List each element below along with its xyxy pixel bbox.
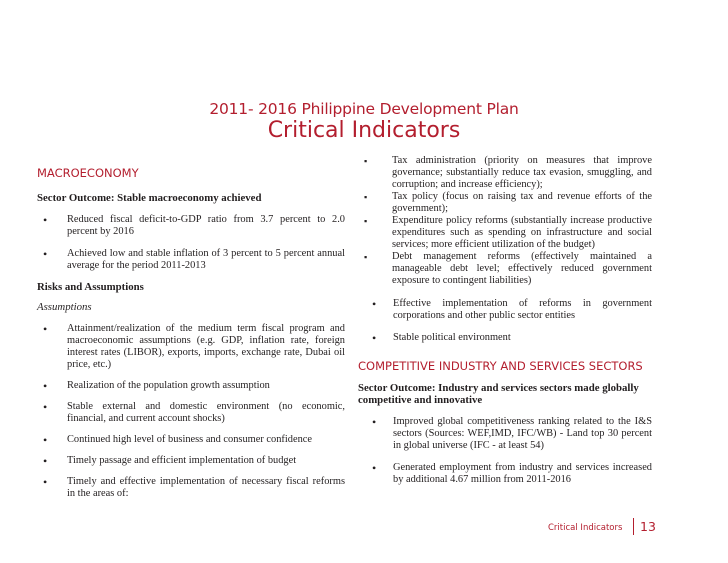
right-column xyxy=(358,155,652,486)
more-assumptions-list xyxy=(358,298,652,344)
risks-heading: Risks and Assumptions xyxy=(37,281,144,293)
assumptions-heading: Assumptions xyxy=(37,301,92,313)
sector-outcome-macroeconomy: Sector Outcome: Stable macroeconomy achieved xyxy=(37,192,262,204)
list-item: • Generated employment from industry and services increased by additional 4.67 million from 2011-2016 xyxy=(372,461,652,485)
bullet-icon: • xyxy=(372,297,377,311)
bullet-icon: • xyxy=(43,454,48,468)
bullet-icon: • xyxy=(43,379,48,393)
list-item: • Stable external and domestic environment (no economic, financial, and current account shocks) xyxy=(43,400,345,424)
square-bullet-icon: ▪ xyxy=(364,156,368,166)
footer-label: Critical Indicators xyxy=(548,523,623,533)
list-item: • Realization of the population growth assumption xyxy=(43,379,270,393)
bullet-icon: • xyxy=(372,461,377,475)
bullet-icon: • xyxy=(43,400,48,414)
section-heading-industry-services: COMPETITIVE INDUSTRY AND SERVICES SECTORS xyxy=(358,359,643,373)
page-number: 13 xyxy=(640,519,656,534)
bullet-icon: • xyxy=(372,415,377,429)
square-bullet-icon: ▪ xyxy=(364,192,368,202)
industry-outcome-list xyxy=(358,416,652,486)
bullet-icon: • xyxy=(43,247,48,261)
plan-subtitle: 2011- 2016 Philippine Development Plan xyxy=(209,100,519,118)
list-item: ▪ Tax administration (priority on measures that improve governance; substantially reduce tax evasion, smuggling, and corruption; and increase efficiency); xyxy=(364,155,652,190)
list-item: • Timely passage and efficient implementation of budget xyxy=(43,454,297,468)
footer-divider xyxy=(633,518,634,535)
sector-outcome-industry-services: Sector Outcome: Industry and services sectors made globally competitive and innovative xyxy=(358,382,639,406)
square-bullet-icon: ▪ xyxy=(364,252,368,262)
page-title: Critical Indicators xyxy=(267,118,461,143)
list-item: • Reduced fiscal deficit-to-GDP ratio from 3.7 percent to 2.0 percent by 2016 xyxy=(43,213,345,237)
list-item: • Attainment/realization of the medium term fiscal program and macroeconomic assumptions (e.g. GDP, inflation rate, foreign interest rates (LIBOR), exports, imports, exchange rate, Dubai oil price, etc.) xyxy=(43,322,345,370)
list-item: ▪ Expenditure policy reforms (substantially increase productive expenditures such as spending on infrastructure and social services; more efficient utilization of the budget) xyxy=(364,215,652,250)
list-item: • Timely and effective implementation of necessary fiscal reforms in the areas of: xyxy=(43,475,345,499)
list-item: • Continued high level of business and consumer confidence xyxy=(43,433,312,447)
list-item: • Improved global competitiveness ranking related to the I&S sectors (Sources: WEF,IMD, IFC/WB) - Land top 30 percent in global universe (IFC - at least 54) xyxy=(372,415,652,451)
section-heading-macroeconomy: MACROECONOMY xyxy=(37,166,139,180)
bullet-icon: • xyxy=(372,331,377,345)
bullet-icon: • xyxy=(43,213,48,227)
list-item: ▪ Debt management reforms (effectively maintained a manageable debt level; effectively reduced government exposure to contingent liabilities) xyxy=(364,251,652,286)
macro-outcome-list xyxy=(37,214,345,272)
bullet-icon: • xyxy=(43,433,48,447)
list-item: • Achieved low and stable inflation of 3 percent to 5 percent annual average for the period 2011-2013 xyxy=(43,247,345,271)
list-item: • Stable political environment xyxy=(372,331,511,345)
left-column xyxy=(37,159,345,500)
bullet-icon: • xyxy=(43,475,48,489)
list-item: • Effective implementation of reforms in government corporations and other public sector entities xyxy=(372,297,652,321)
assumptions-list xyxy=(37,323,345,500)
list-item: ▪ Tax policy (focus on raising tax and revenue efforts of the government); xyxy=(364,191,652,214)
fiscal-reforms-list xyxy=(358,155,652,287)
square-bullet-icon: ▪ xyxy=(364,216,368,226)
bullet-icon: • xyxy=(43,322,48,336)
